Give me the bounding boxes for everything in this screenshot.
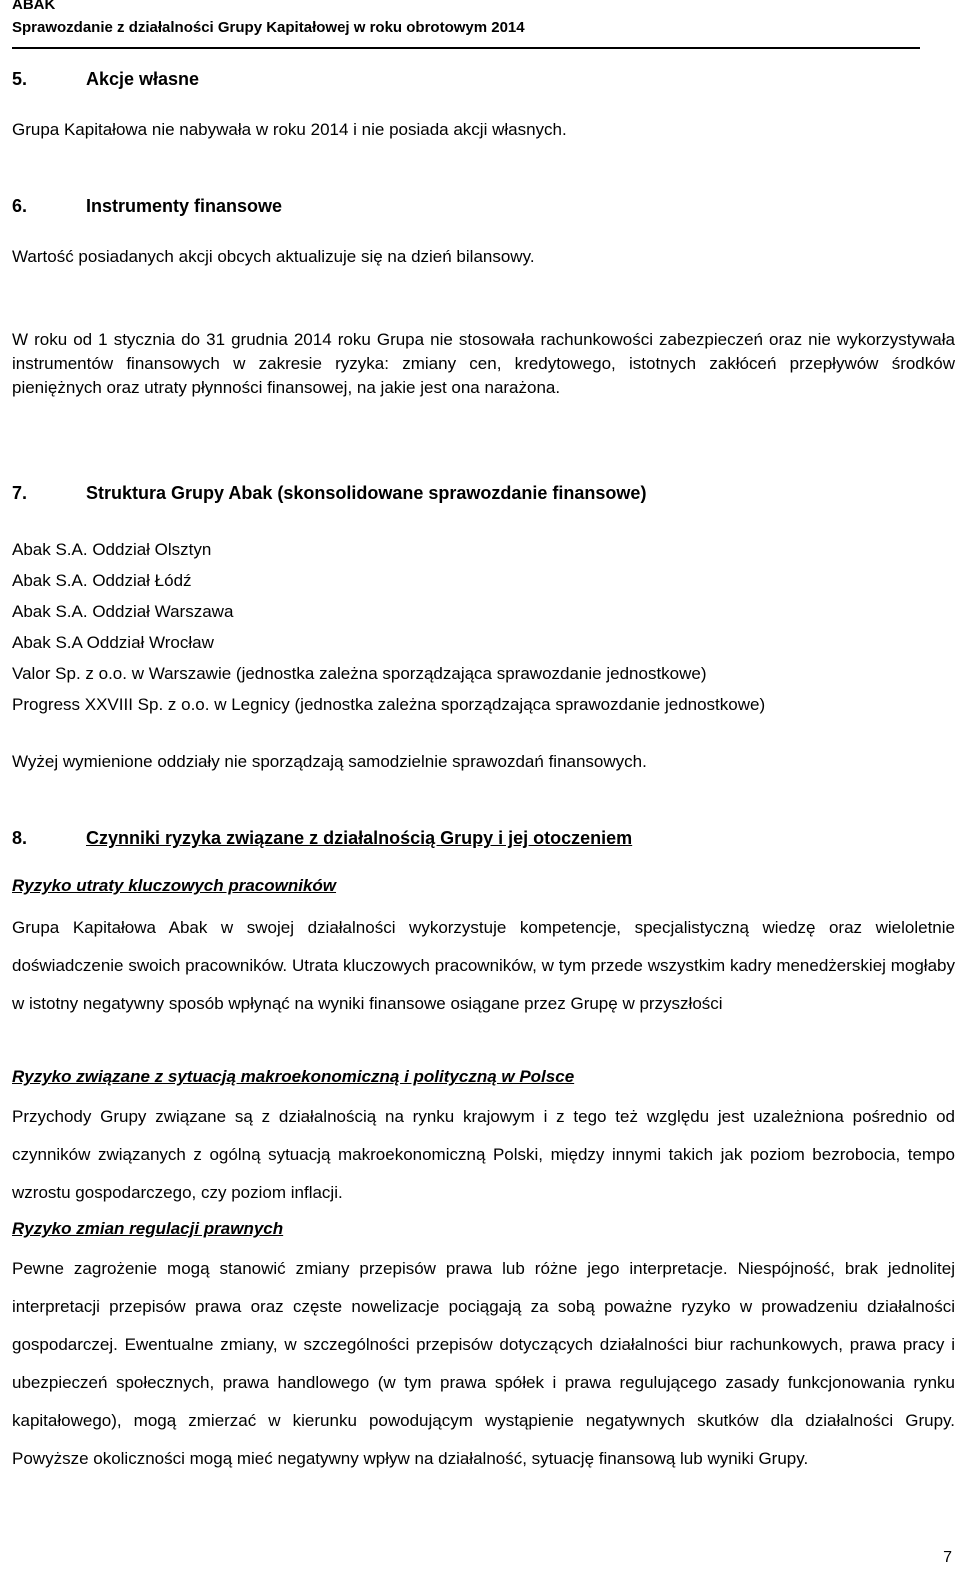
header-title: Sprawozdanie z działalności Grupy Kapitałowej w roku obrotowym 2014 bbox=[12, 19, 525, 36]
section-8-number: 8. bbox=[12, 828, 28, 848]
list-item: Abak S.A. Oddział Łódź bbox=[12, 571, 192, 590]
section-7-note: Wyżej wymienione oddziały nie sporządzają samodzielnie sprawozdań finansowych. bbox=[12, 752, 647, 771]
header-divider bbox=[12, 47, 920, 49]
page-number: 7 bbox=[943, 1549, 952, 1566]
section-5-text: Grupa Kapitałowa nie nabywała w roku 2014 i nie posiada akcji własnych. bbox=[12, 120, 567, 139]
risk-3-title: Ryzyko zmian regulacji prawnych bbox=[12, 1219, 284, 1238]
risk-1-text: Grupa Kapitałowa Abak w swojej działalności wykorzystuje kompetencje, specjalistyczną wiedzę oraz wieloletnie doświadczenie swoich pracowników. Utrata kluczowych pracowników, w tym przede wszystkim kadry menedżerskiej mogłaby w istotny negatywny sposób wpłynąć na wyniki finansowe osiągane przez Grupę w przyszłości bbox=[12, 918, 955, 1013]
section-5-number: 5. bbox=[12, 69, 28, 89]
risk-2-title: Ryzyko związane z sytuacją makroekonomiczną i polityczną w Polsce bbox=[12, 1067, 575, 1086]
section-6-number: 6. bbox=[12, 196, 28, 216]
section-5-title: Akcje własne bbox=[86, 69, 200, 89]
list-item: Abak S.A Oddział Wrocław bbox=[12, 633, 214, 652]
list-item: Valor Sp. z o.o. w Warszawie (jednostka zależna sporządzająca sprawozdanie jednostkowe) bbox=[12, 664, 707, 683]
section-6-heading bbox=[12, 196, 282, 217]
section-7-number: 7. bbox=[12, 483, 28, 503]
risk-2-text: Przychody Grupy związane są z działalnością na rynku krajowym i z tego też względu jest uzależniona pośrednio od czynników związanych z ogólną sytuacją makroekonomiczną Polski, między innymi takich jak poziom bezrobocia, tempo wzrostu gospodarczego, czy poziom inflacji. bbox=[12, 1107, 955, 1202]
list-item: Progress XXVIII Sp. z o.o. w Legnicy (jednostka zależna sporządzająca sprawozdanie jednostkowe) bbox=[12, 695, 766, 714]
section-8-heading bbox=[12, 828, 632, 849]
list-item: Abak S.A. Oddział Olsztyn bbox=[12, 540, 212, 559]
section-7-title: Struktura Grupy Abak (skonsolidowane sprawozdanie finansowe) bbox=[86, 483, 647, 503]
section-6-title: Instrumenty finansowe bbox=[86, 196, 283, 216]
header-company: ABAK bbox=[12, 0, 56, 13]
section-7-heading bbox=[12, 483, 646, 504]
section-6-text-2: W roku od 1 stycznia do 31 grudnia 2014 roku Grupa nie stosowała rachunkowości zabezpieczeń oraz nie wykorzystywała instrumentów finansowych w zakresie ryzyka: zmiany cen, kredytowego, istotnych zakłóceń przepływów środków pieniężnych oraz utraty płynności finansowej, na jakie jest ona narażona. bbox=[12, 330, 955, 397]
risk-3-text: Pewne zagrożenie mogą stanowić zmiany przepisów prawa lub różne jego interpretacje. Niespójność, brak jednolitej interpretacji przepisów prawa oraz częste nowelizacje pociągają za sobą poważne ryzyko w prowadzeniu działalności gospodarczej. Ewentualne zmiany, w szczególności przepisów dotyczących działalności biur rachunkowych, prawa pracy i ubezpieczeń społecznych, prawa handlowego (w tym prawa spółek i prawa regulującego zasady funkcjonowania rynku kapitałowego), mogą zmierzać w kierunku powodującym wystąpienie negatywnych skutków dla działalności Grupy. Powyższe okoliczności mogą mieć negatywny wpływ na działalność, sytuację finansową lub wyniki Grupy. bbox=[12, 1259, 955, 1468]
section-8-title: Czynniki ryzyka związane z działalnością Grupy i jej otoczeniem bbox=[86, 828, 633, 848]
section-6-text-1: Wartość posiadanych akcji obcych aktualizuje się na dzień bilansowy. bbox=[12, 247, 535, 266]
section-5-heading bbox=[12, 69, 199, 90]
risk-1-title: Ryzyko utraty kluczowych pracowników bbox=[12, 876, 337, 895]
list-item: Abak S.A. Oddział Warszawa bbox=[12, 602, 234, 621]
